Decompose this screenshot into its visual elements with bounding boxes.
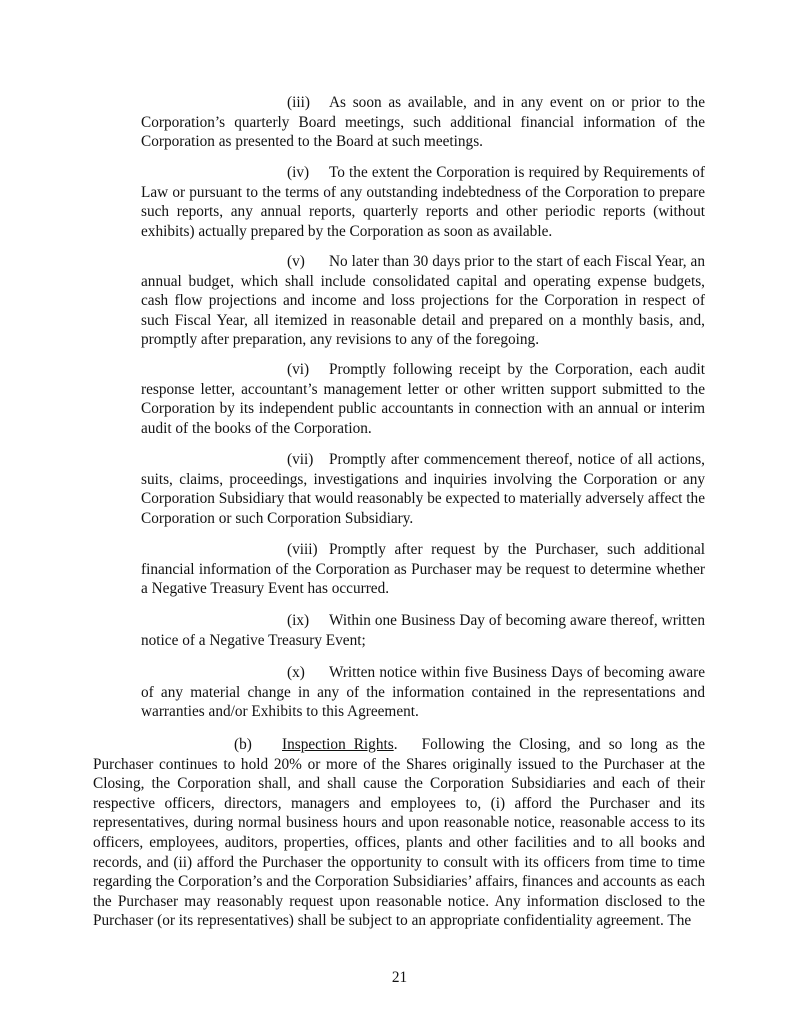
paragraph-number: (x) (287, 664, 305, 681)
section-heading: Inspection Rights (282, 736, 394, 753)
paragraph-x (141, 663, 705, 722)
paragraph-number: (iii) (287, 94, 310, 111)
paragraph-text: Written notice within five Business Days of becoming aware of any material change in any of the information contained in the representations and warranties and/or Exhibits to this Agreement. (141, 664, 705, 721)
paragraph-text: As soon as available, and in any event on or prior to the Corporation’s quarterly Board meetings, such additional financial information of the Corporation as presented to the Board at such meetings. (141, 94, 705, 151)
paragraph-text: Promptly after commencement thereof, notice of all actions, suits, claims, proceedings, investigations and inquiries involving the Corporation or any Corporation Subsidiary that would reasonably be expected to materially adversely affect the Corporation or such Corporation Subsidiary. (141, 451, 705, 527)
section-number: (b) (234, 736, 252, 753)
paragraph-number: (viii) (287, 541, 318, 558)
paragraph-number: (vii) (287, 451, 314, 468)
paragraph-number: (v) (287, 253, 305, 270)
section-b-inspection-rights (93, 735, 705, 931)
section-heading-punct: . (393, 736, 398, 753)
page-number: 21 (391, 969, 408, 986)
paragraph-vii (141, 450, 705, 528)
paragraph-text: No later than 30 days prior to the start of each Fiscal Year, an annual budget, which shall include consolidated capital and operating expense budgets, cash flow projections and income and loss projections for the Corporation in respect of such Fiscal Year, all itemized in reasonable detail and prepared on a monthly basis, and, promptly after preparation, any revisions to any of the foregoing. (141, 253, 705, 349)
paragraph-iii (141, 93, 705, 152)
paragraph-number: (iv) (287, 164, 310, 181)
paragraph-text: Promptly after request by the Purchaser, such additional financial information of the Corporation as Purchaser may be request to determine whether a Negative Treasury Event has occurred. (141, 541, 705, 598)
paragraph-text: Promptly following receipt by the Corporation, each audit response letter, accountant’s management letter or other written support submitted to the Corporation by its independent public accountants in connection with an annual or interim audit of the books of the Corporation. (141, 361, 705, 437)
paragraph-text: Within one Business Day of becoming aware thereof, written notice of a Negative Treasury Event; (141, 612, 705, 649)
paragraph-ix (141, 611, 705, 650)
paragraph-number: (vi) (287, 361, 310, 378)
paragraph-number: (ix) (287, 612, 310, 629)
paragraph-viii (141, 540, 705, 599)
section-text: Following the Closing, and so long as the Purchaser continues to hold 20% or more of the Shares originally issued to the Purchaser at the Closing, the Corporation shall, and shall cause the Corporation Subsidiaries and each of their respective officers, directors, managers and employees to, (i) afford the Purchaser and its representatives, during normal business hours and upon reasonable notice, reasonable access to its officers, employees, auditors, properties, offices, plants and other facilities and to all books and records, and (ii) afford the Purchaser the opportunity to consult with its officers from time to time regarding the Corporation’s and the Corporation Subsidiaries’ affairs, finances and accounts as each the Purchaser may reasonably request upon reasonable notice. Any information disclosed to the Purchaser (or its representatives) shall be subject to an appropriate confidentiality agreement. The (93, 736, 705, 930)
paragraph-text: To the extent the Corporation is required by Requirements of Law or pursuant to the terms of any outstanding indebtedness of the Corporation to prepare such reports, any annual reports, quarterly reports and other periodic reports (without exhibits) actually prepared by the Corporation as soon as available. (141, 164, 705, 240)
paragraph-vi (141, 360, 705, 438)
paragraph-v (141, 252, 705, 350)
paragraph-iv (141, 163, 705, 241)
